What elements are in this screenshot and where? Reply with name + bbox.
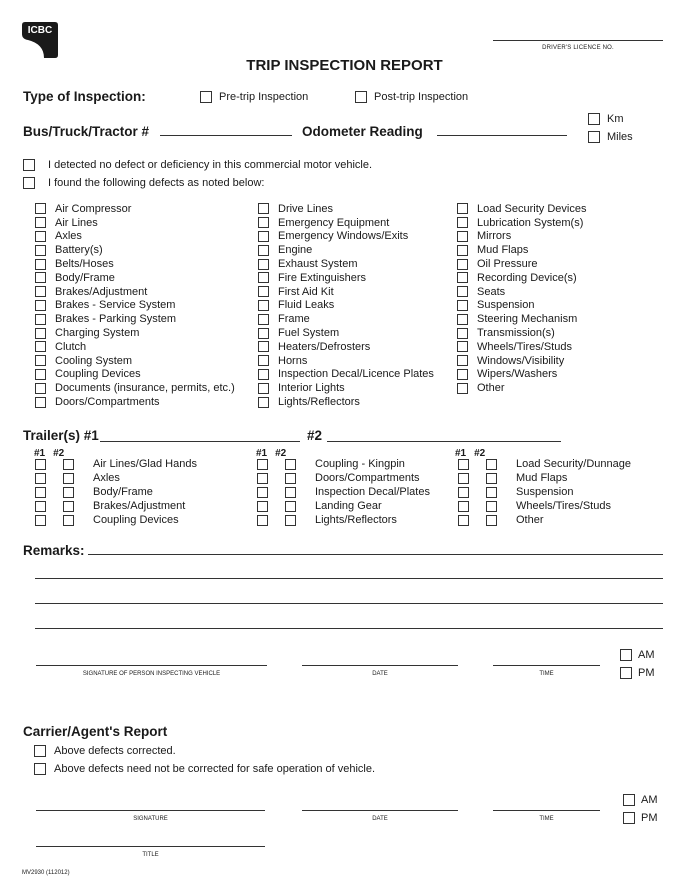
inspection-time-field[interactable]	[493, 665, 600, 666]
defect-item[interactable]	[457, 257, 586, 271]
trailer-2-checkbox-load-security-dunnage[interactable]	[486, 459, 497, 470]
carrier-am-checkbox[interactable]	[623, 794, 635, 806]
trailer-header-2: #2	[275, 448, 287, 459]
remarks-line-1[interactable]	[88, 554, 663, 555]
trailer-header-2: #2	[474, 448, 486, 459]
trailer-defect-label: Body/Frame	[93, 486, 153, 498]
defect-item[interactable]	[258, 395, 434, 409]
inspector-signature-field[interactable]	[36, 665, 267, 666]
defect-item[interactable]	[258, 216, 434, 230]
defect-item[interactable]	[35, 312, 235, 326]
defect-label: Wipers/Washers	[477, 368, 558, 381]
inspection-time-label: TIME	[539, 671, 554, 677]
defect-checkbox-documents-insurance-permits-etc[interactable]	[35, 383, 46, 394]
trailer-1-checkbox-other[interactable]	[458, 515, 469, 526]
miles-label: Miles	[607, 131, 633, 143]
carrier-date-label: DATE	[372, 816, 388, 822]
defect-item[interactable]	[35, 381, 235, 395]
trailer-header-1: #1	[34, 448, 46, 459]
icbc-logo	[22, 22, 58, 58]
defect-item[interactable]	[35, 368, 235, 382]
trailer-defect-item[interactable]	[458, 499, 631, 513]
defect-label: Charging System	[55, 327, 140, 340]
trailer-1-checkbox-lights-reflectors[interactable]	[257, 515, 268, 526]
trailer-defect-item[interactable]	[257, 471, 430, 485]
trailer-1-label: Trailer(s) #1	[23, 428, 99, 443]
defect-item[interactable]	[35, 395, 235, 409]
carrier-pm-option[interactable]	[623, 812, 658, 824]
trailer-defect-item[interactable]	[257, 485, 430, 499]
trailer-defect-item[interactable]	[458, 513, 631, 527]
carrier-date-field[interactable]	[302, 810, 458, 811]
trailer-2-checkbox-inspection-decal-plates[interactable]	[285, 487, 296, 498]
trailer-1-field[interactable]	[100, 441, 300, 442]
defect-label: Belts/Hoses	[55, 258, 114, 271]
defect-label: Load Security Devices	[477, 202, 587, 215]
defect-checkbox-horns[interactable]	[258, 355, 269, 366]
post-trip-option[interactable]	[355, 91, 468, 103]
inspection-type-label: Type of Inspection:	[23, 89, 146, 104]
defect-checkbox-first-aid-kit[interactable]	[258, 286, 269, 297]
defect-checkbox-body-frame[interactable]	[35, 272, 46, 283]
no-defect-option[interactable]	[23, 159, 372, 171]
defect-label: Mud Flaps	[477, 244, 529, 257]
km-option[interactable]	[588, 113, 624, 125]
defect-checkbox-fire-extinguishers[interactable]	[258, 272, 269, 283]
trailer-defect-label: Brakes/Adjustment	[93, 500, 186, 512]
defect-item[interactable]	[457, 285, 586, 299]
defect-checkbox-emergency-equipment[interactable]	[258, 217, 269, 228]
defect-checkbox-engine[interactable]	[258, 245, 269, 256]
defect-label: Fire Extinguishers	[278, 271, 367, 284]
am-label: AM	[638, 649, 655, 661]
defect-checkbox-emergency-windows-exits[interactable]	[258, 231, 269, 242]
defect-label: Interior Lights	[278, 382, 345, 395]
pre-trip-label: Pre-trip Inspection	[219, 91, 309, 103]
trailer-defect-item[interactable]	[257, 499, 430, 513]
defect-item[interactable]	[457, 326, 586, 340]
defect-checkbox-frame[interactable]	[258, 314, 269, 325]
defect-item[interactable]	[258, 381, 434, 395]
remarks-label: Remarks:	[23, 543, 85, 558]
pm-option[interactable]	[620, 667, 655, 679]
am-checkbox[interactable]	[620, 649, 632, 661]
inspection-date-label: DATE	[372, 671, 388, 677]
defect-checkbox-fluid-leaks[interactable]	[258, 300, 269, 311]
trailer-1-checkbox-brakes-adjustment[interactable]	[35, 501, 46, 512]
trailer-defect-item[interactable]	[458, 457, 631, 471]
defect-item[interactable]	[35, 299, 235, 313]
no-defect-label: I detected no defect or deficiency in this commercial motor vehicle.	[48, 159, 373, 171]
trailer-2-checkbox-brakes-adjustment[interactable]	[63, 501, 74, 512]
trailer-1-checkbox-coupling-kingpin[interactable]	[257, 459, 268, 470]
defect-checkbox-transmission-s[interactable]	[457, 328, 468, 339]
trailer-header-2: #2	[53, 448, 65, 459]
trailer-2-checkbox-axles[interactable]	[63, 473, 74, 484]
defect-label: Transmission(s)	[477, 327, 555, 340]
licence-label: DRIVER'S LICENCE NO.	[542, 45, 614, 51]
defect-label: Exhaust System	[278, 258, 358, 271]
defect-label: Frame	[278, 313, 310, 326]
defect-label: Inspection Decal/Licence Plates	[278, 368, 434, 381]
trailer-defect-label: Lights/Reflectors	[315, 514, 397, 526]
defect-label: Cooling System	[55, 354, 133, 367]
defect-item[interactable]	[35, 243, 235, 257]
trailer-1-checkbox-air-lines-glad-hands[interactable]	[35, 459, 46, 470]
defect-label: Lights/Reflectors	[278, 396, 360, 409]
defect-checkbox-lubrication-system-s[interactable]	[457, 217, 468, 228]
defect-label: Lubrication System(s)	[477, 216, 584, 229]
trailer-1-checkbox-wheels-tires-studs[interactable]	[458, 501, 469, 512]
defect-label: First Aid Kit	[278, 285, 334, 298]
trailer-defect-item[interactable]	[35, 485, 197, 499]
logo-text: ICBC	[27, 25, 53, 36]
defect-item[interactable]	[258, 202, 434, 216]
defect-item[interactable]	[258, 243, 434, 257]
bus-number-field[interactable]	[160, 135, 292, 136]
miles-option[interactable]	[588, 131, 633, 143]
trailer-2-checkbox-suspension[interactable]	[486, 487, 497, 498]
defect-checkbox-fuel-system[interactable]	[258, 328, 269, 339]
defect-label: Other	[477, 382, 505, 395]
defect-checkbox-load-security-devices[interactable]	[457, 203, 468, 214]
defect-checkbox-drive-lines[interactable]	[258, 203, 269, 214]
trailer-defect-item[interactable]	[35, 513, 197, 527]
trailer-2-checkbox-air-lines-glad-hands[interactable]	[63, 459, 74, 470]
defect-label: Brakes - Parking System	[55, 313, 177, 326]
post-trip-checkbox[interactable]	[355, 91, 367, 103]
defect-item[interactable]	[258, 354, 434, 368]
defect-item[interactable]	[35, 216, 235, 230]
no-correction-label: Above defects need not be corrected for safe operation of vehicle.	[54, 763, 376, 775]
defect-checkbox-belts-hoses[interactable]	[35, 259, 46, 270]
trailer-defect-item[interactable]	[35, 471, 197, 485]
defect-label: Body/Frame	[55, 271, 115, 284]
defect-item[interactable]	[258, 312, 434, 326]
trailer-1-checkbox-doors-compartments[interactable]	[257, 473, 268, 484]
trailer-2-label: #2	[307, 428, 323, 443]
defect-label: Suspension	[477, 299, 535, 312]
remarks-line-4[interactable]	[35, 628, 663, 629]
carrier-title-field[interactable]	[36, 846, 265, 847]
defect-checkbox-steering-mechanism[interactable]	[457, 314, 468, 325]
trailer-2-checkbox-coupling-kingpin[interactable]	[285, 459, 296, 470]
defect-item[interactable]	[258, 299, 434, 313]
defect-checkbox-windows-visibility[interactable]	[457, 355, 468, 366]
trailer-1-checkbox-body-frame[interactable]	[35, 487, 46, 498]
trailer-defect-label: Coupling - Kingpin	[315, 458, 405, 470]
defect-label: Brakes/Adjustment	[55, 285, 148, 298]
defect-checkbox-charging-system[interactable]	[35, 328, 46, 339]
defect-item[interactable]	[258, 257, 434, 271]
inspector-signature-label: SIGNATURE OF PERSON INSPECTING VEHICLE	[82, 671, 221, 677]
defect-item[interactable]	[258, 326, 434, 340]
defect-label: Wheels/Tires/Studs	[477, 340, 572, 353]
pm-checkbox[interactable]	[620, 667, 632, 679]
defect-label: Fuel System	[278, 327, 340, 340]
defect-item[interactable]	[457, 312, 586, 326]
defects-column-2	[258, 202, 434, 409]
trailer-header-1: #1	[455, 448, 467, 459]
defect-item[interactable]	[35, 271, 235, 285]
defect-checkbox-doors-compartments[interactable]	[35, 397, 46, 408]
defect-item[interactable]	[258, 230, 434, 244]
trailer-2-checkbox-other[interactable]	[486, 515, 497, 526]
defect-checkbox-exhaust-system[interactable]	[258, 259, 269, 270]
trailer-defect-label: Air Lines/Glad Hands	[93, 458, 197, 470]
trailer-2-checkbox-lights-reflectors[interactable]	[285, 515, 296, 526]
remarks-line-2[interactable]	[35, 578, 663, 579]
trailer-column-2	[257, 457, 430, 527]
no-correction-option[interactable]	[34, 763, 375, 775]
trailer-defect-item[interactable]	[257, 513, 430, 527]
trailer-defect-item[interactable]	[35, 457, 197, 471]
licence-number-field[interactable]	[493, 40, 663, 41]
trailer-defect-label: Landing Gear	[315, 500, 382, 512]
carrier-title-label: TITLE	[142, 852, 159, 858]
post-trip-label: Post-trip Inspection	[374, 91, 469, 103]
trailer-2-checkbox-coupling-devices[interactable]	[63, 515, 74, 526]
defect-checkbox-oil-pressure[interactable]	[457, 259, 468, 270]
trailer-defect-label: Coupling Devices	[93, 514, 179, 526]
defect-checkbox-heaters-defrosters[interactable]	[258, 341, 269, 352]
trailer-2-checkbox-wheels-tires-studs[interactable]	[486, 501, 497, 512]
trailer-1-checkbox-axles[interactable]	[35, 473, 46, 484]
page-title: TRIP INSPECTION REPORT	[246, 57, 443, 74]
defect-item[interactable]	[35, 326, 235, 340]
defect-label: Emergency Equipment	[278, 216, 390, 229]
pm-label: PM	[638, 667, 655, 679]
defect-label: Mirrors	[477, 230, 512, 243]
pre-trip-option[interactable]	[200, 91, 308, 103]
defects-corrected-option[interactable]	[34, 745, 176, 757]
defect-item[interactable]	[457, 216, 586, 230]
defect-label: Engine	[278, 244, 313, 257]
defects-found-option[interactable]	[23, 177, 264, 189]
defect-item[interactable]	[457, 381, 586, 395]
trailer-2-checkbox-body-frame[interactable]	[63, 487, 74, 498]
defect-item[interactable]	[457, 368, 586, 382]
odometer-field[interactable]	[437, 135, 567, 136]
carrier-time-label: TIME	[539, 816, 554, 822]
defect-item[interactable]	[35, 257, 235, 271]
remarks-line-3[interactable]	[35, 603, 663, 604]
trailer-1-checkbox-inspection-decal-plates[interactable]	[257, 487, 268, 498]
carrier-am-option[interactable]	[623, 794, 658, 806]
trailer-defect-item[interactable]	[35, 499, 197, 513]
carrier-report-title: Carrier/Agent's Report	[23, 724, 168, 739]
defect-item[interactable]	[258, 271, 434, 285]
km-checkbox[interactable]	[588, 113, 600, 125]
defect-label: Coupling Devices	[55, 368, 141, 381]
defect-label: Doors/Compartments	[55, 396, 160, 409]
trailer-defect-item[interactable]	[458, 471, 631, 485]
trailer-1-checkbox-load-security-dunnage[interactable]	[458, 459, 469, 470]
defect-item[interactable]	[258, 340, 434, 354]
defect-item[interactable]	[258, 285, 434, 299]
defect-item[interactable]	[35, 340, 235, 354]
defect-label: Emergency Windows/Exits	[278, 230, 409, 243]
trailer-defect-label: Inspection Decal/Plates	[315, 486, 430, 498]
defect-label: Horns	[278, 354, 308, 367]
trailer-defect-item[interactable]	[257, 457, 430, 471]
defects-found-label: I found the following defects as noted below:	[48, 177, 265, 189]
form-code: MV2930 (112012)	[22, 870, 70, 876]
carrier-am-label: AM	[641, 794, 658, 806]
defect-label: Windows/Visibility	[477, 354, 565, 367]
trailer-1-checkbox-landing-gear[interactable]	[257, 501, 268, 512]
defect-checkbox-interior-lights[interactable]	[258, 383, 269, 394]
defect-label: Brakes - Service System	[55, 299, 176, 312]
defect-label: Heaters/Defrosters	[278, 340, 371, 353]
defect-checkbox-mud-flaps[interactable]	[457, 245, 468, 256]
trailer-defect-label: Mud Flaps	[516, 472, 568, 484]
trailer-defect-label: Suspension	[516, 486, 574, 498]
defect-checkbox-cooling-system[interactable]	[35, 355, 46, 366]
trailer-column-1	[35, 457, 197, 527]
defect-checkbox-other[interactable]	[457, 383, 468, 394]
defect-label: Air Lines	[55, 216, 98, 229]
defects-corrected-checkbox[interactable]	[34, 745, 46, 757]
defect-label: Documents (insurance, permits, etc.)	[55, 382, 235, 395]
trailer-header-1: #1	[256, 448, 268, 459]
inspection-date-field[interactable]	[302, 665, 458, 666]
no-correction-checkbox[interactable]	[34, 763, 46, 775]
defect-item[interactable]	[258, 368, 434, 382]
defect-checkbox-brakes-parking-system[interactable]	[35, 314, 46, 325]
defect-checkbox-wheels-tires-studs[interactable]	[457, 341, 468, 352]
defect-label: Air Compressor	[55, 202, 132, 215]
km-label: Km	[607, 113, 624, 125]
trailer-defect-label: Axles	[93, 472, 120, 484]
carrier-signature-field[interactable]	[36, 810, 265, 811]
defects-column-3	[457, 202, 586, 395]
defect-checkbox-brakes-adjustment[interactable]	[35, 286, 46, 297]
defect-item[interactable]	[35, 354, 235, 368]
defect-item[interactable]	[35, 285, 235, 299]
defect-checkbox-lights-reflectors[interactable]	[258, 397, 269, 408]
defect-checkbox-brakes-service-system[interactable]	[35, 300, 46, 311]
defect-checkbox-battery-s[interactable]	[35, 245, 46, 256]
defect-label: Fluid Leaks	[278, 299, 335, 312]
trailer-2-field[interactable]	[327, 441, 561, 442]
defect-checkbox-seats[interactable]	[457, 286, 468, 297]
defect-item[interactable]	[457, 230, 586, 244]
defect-label: Battery(s)	[55, 244, 103, 257]
defect-item[interactable]	[457, 202, 586, 216]
no-defect-checkbox[interactable]	[23, 159, 35, 171]
trailer-column-3	[458, 457, 631, 527]
am-option[interactable]	[620, 649, 655, 661]
defect-item[interactable]	[457, 243, 586, 257]
defect-checkbox-air-lines[interactable]	[35, 217, 46, 228]
defect-checkbox-air-compressor[interactable]	[35, 203, 46, 214]
defect-label: Axles	[55, 230, 82, 243]
trailer-defect-label: Wheels/Tires/Studs	[516, 500, 611, 512]
defect-checkbox-inspection-decal-licence-plates[interactable]	[258, 369, 269, 380]
defect-checkbox-wipers-washers[interactable]	[457, 369, 468, 380]
bus-number-label: Bus/Truck/Tractor #	[23, 124, 150, 139]
defect-item[interactable]	[457, 354, 586, 368]
carrier-signature-label: SIGNATURE	[133, 816, 168, 822]
defect-item[interactable]	[35, 202, 235, 216]
miles-checkbox[interactable]	[588, 131, 600, 143]
defect-label: Oil Pressure	[477, 258, 538, 271]
carrier-time-field[interactable]	[493, 810, 600, 811]
trailer-2-checkbox-mud-flaps[interactable]	[486, 473, 497, 484]
carrier-pm-label: PM	[641, 812, 658, 824]
defect-checkbox-recording-device-s[interactable]	[457, 272, 468, 283]
trailer-2-checkbox-doors-compartments[interactable]	[285, 473, 296, 484]
defects-column-1	[35, 202, 235, 409]
trailer-1-checkbox-coupling-devices[interactable]	[35, 515, 46, 526]
pre-trip-checkbox[interactable]	[200, 91, 212, 103]
defect-label: Recording Device(s)	[477, 271, 577, 284]
defect-checkbox-coupling-devices[interactable]	[35, 369, 46, 380]
defect-item[interactable]	[35, 230, 235, 244]
trailer-defect-label: Doors/Compartments	[315, 472, 420, 484]
trailer-2-checkbox-landing-gear[interactable]	[285, 501, 296, 512]
defects-corrected-label: Above defects corrected.	[54, 745, 176, 757]
trailer-1-checkbox-suspension[interactable]	[458, 487, 469, 498]
defect-checkbox-mirrors[interactable]	[457, 231, 468, 242]
defect-label: Drive Lines	[278, 202, 334, 215]
trailer-defect-label: Other	[516, 514, 544, 526]
defect-checkbox-suspension[interactable]	[457, 300, 468, 311]
defect-checkbox-clutch[interactable]	[35, 341, 46, 352]
defects-found-checkbox[interactable]	[23, 177, 35, 189]
carrier-pm-checkbox[interactable]	[623, 812, 635, 824]
odometer-label: Odometer Reading	[302, 124, 423, 139]
defect-label: Seats	[477, 285, 506, 298]
trailer-defect-label: Load Security/Dunnage	[516, 458, 631, 470]
defect-label: Steering Mechanism	[477, 313, 578, 326]
defect-item[interactable]	[457, 340, 586, 354]
defect-checkbox-axles[interactable]	[35, 231, 46, 242]
trailer-defect-item[interactable]	[458, 485, 631, 499]
defect-label: Clutch	[55, 340, 87, 353]
defect-item[interactable]	[457, 299, 586, 313]
defect-item[interactable]	[457, 271, 586, 285]
trailer-1-checkbox-mud-flaps[interactable]	[458, 473, 469, 484]
